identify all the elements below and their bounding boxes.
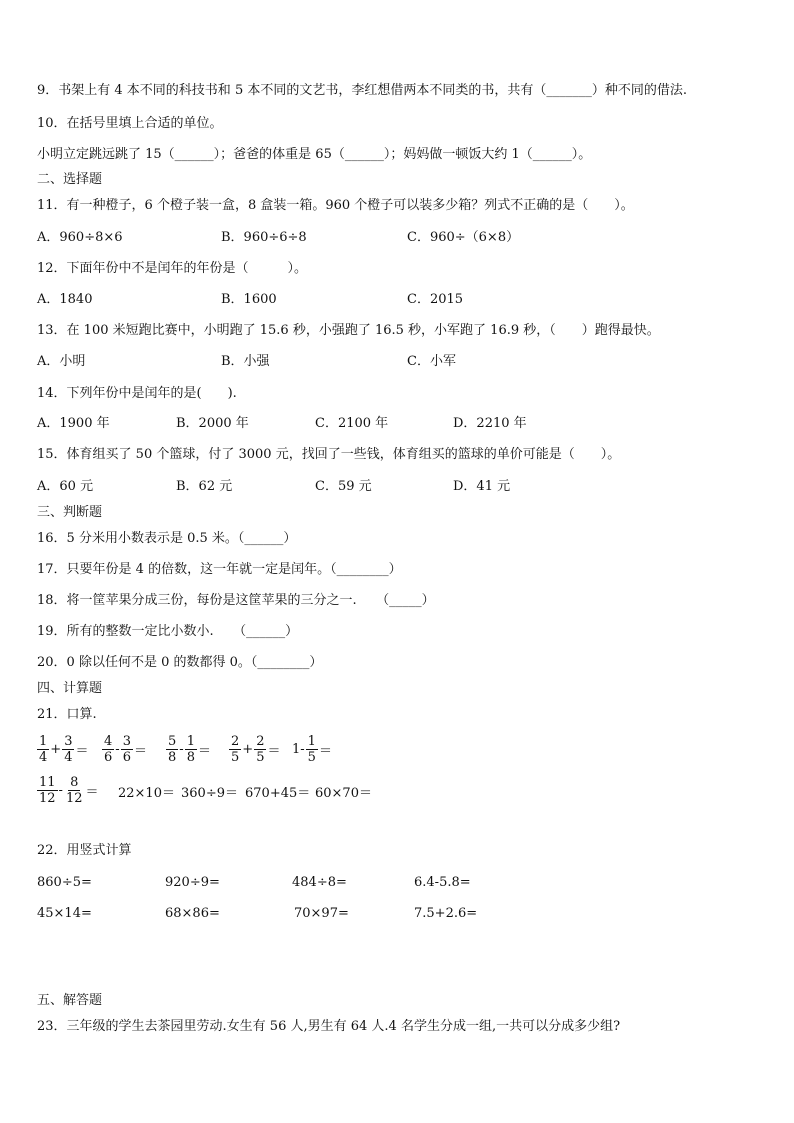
q12-option-c: C．2015 [407, 292, 464, 307]
question-18: 18．将一筐苹果分成三份，每份是这筐苹果的三分之一. （_____） [37, 593, 435, 608]
fraction: $\frac{2}{5}$ [256, 734, 265, 765]
question-10-blanks: 小明立定跳远跳了 15（______）；爸爸的体重是 65（______）；妈妈做一顿饭大约 1（______）。 [37, 147, 592, 162]
q15-option-d: D．41 元 [453, 479, 511, 494]
q14-option-c: C．2100 年 [315, 416, 389, 431]
section-judge-heading: 三、判断题 [37, 505, 103, 520]
section-choice-heading: 二、选择题 [37, 172, 103, 187]
q12-option-b: B．1600 [221, 292, 277, 307]
question-15: 15．体育组买了 50 个篮球，付了 3000 元，找回了一些钱，体育组买的篮球的单价可能是（ ）。 [37, 447, 621, 462]
oral-calc-8: 360÷9＝ [181, 786, 238, 801]
fraction: $\frac{3}{4}$ [64, 734, 73, 765]
q13-option-c: C．小军 [407, 354, 456, 369]
question-9: 9．书架上有 4 本不同的科技书和 5 本不同的文艺书，李红想借两本不同类的书，共有（_______）种不同的借法. [37, 83, 687, 98]
q13-option-b: B．小强 [221, 354, 270, 369]
question-19: 19．所有的整数一定比小数小. （______） [37, 624, 299, 639]
vertical-calc-4: 6.4-5.8= [414, 875, 471, 890]
section-solve-heading: 五、解答题 [37, 993, 103, 1008]
oral-calc-6: $\frac{11}{12}$ - $\frac{8}{12}$ ＝ [39, 775, 99, 806]
question-16: 16．5 分米用小数表示是 0.5 米。（______） [37, 531, 297, 546]
oral-calc-9: 670+45＝ [245, 786, 311, 801]
question-10: 10．在括号里填上合适的单位。 [37, 116, 223, 131]
q14-option-a: A．1900 年 [37, 416, 110, 431]
oral-calc-1: $\frac{1}{4}$ + $\frac{3}{4}$ ＝ [39, 734, 89, 765]
question-22: 22．用竖式计算 [37, 843, 132, 858]
question-12: 12．下面年份中不是闰年的年份是（ ）。 [37, 261, 308, 276]
q14-option-b: B．2000 年 [176, 416, 249, 431]
oral-calc-4: $\frac{2}{5}$ + $\frac{2}{5}$ ＝ [231, 734, 281, 765]
q11-option-b: B．960÷6÷8 [221, 230, 307, 245]
question-23: 23．三年级的学生去茶园里劳动.女生有 56 人,男生有 64 人.4 名学生分成一组,一共可以分成多少组? [37, 1019, 621, 1034]
vertical-calc-7: 70×97= [294, 906, 349, 921]
q13-option-a: A．小明 [37, 354, 86, 369]
vertical-calc-5: 45×14= [37, 906, 92, 921]
fraction: $\frac{1}{5}$ [307, 734, 316, 765]
fraction: $\frac{4}{6}$ [104, 734, 113, 765]
fraction: $\frac{3}{6}$ [122, 734, 131, 765]
vertical-calc-3: 484÷8= [292, 875, 347, 890]
q11-option-c: C．960÷（6×8） [407, 230, 520, 245]
oral-calc-3: $\frac{5}{8}$ - $\frac{1}{8}$ ＝ [168, 734, 211, 765]
vertical-calc-8: 7.5+2.6= [414, 906, 478, 921]
q15-option-a: A．60 元 [37, 479, 94, 494]
oral-calc-2: $\frac{4}{6}$ - $\frac{3}{6}$ ＝ [104, 734, 147, 765]
oral-calc-7: 22×10＝ [118, 786, 175, 801]
question-21: 21．口算. [37, 707, 97, 722]
question-13: 13．在 100 米短跑比赛中，小明跑了 15.6 秒，小强跑了 16.5 秒，小军跑了 16.9 秒，（ ）跑得最快。 [37, 323, 660, 338]
question-11: 11．有一种橙子，6 个橙子装一盒，8 盒装一箱。960 个橙子可以装多少箱？列式不正确的是（ ）。 [37, 198, 634, 213]
fraction: $\frac{2}{5}$ [231, 734, 240, 765]
q14-option-d: D．2210 年 [453, 416, 527, 431]
question-20: 20．0 除以任何不是 0 的数都得 0。（________） [37, 655, 323, 670]
q15-option-c: C．59 元 [315, 479, 372, 494]
fraction: $\frac{1}{4}$ [39, 734, 48, 765]
question-14: 14．下列年份中是闰年的是( ). [37, 386, 237, 401]
oral-calc-10: 60×70＝ [315, 786, 372, 801]
q11-option-a: A．960÷8×6 [37, 230, 123, 245]
fraction: $\frac{1}{8}$ [186, 734, 195, 765]
oral-calc-5: 1- $\frac{1}{5}$ ＝ [292, 734, 332, 765]
section-calc-heading: 四、计算题 [37, 681, 103, 696]
fraction: $\frac{8}{12}$ [65, 775, 83, 806]
q15-option-b: B．62 元 [176, 479, 233, 494]
q12-option-a: A．1840 [37, 292, 93, 307]
vertical-calc-6: 68×86= [165, 906, 220, 921]
question-17: 17．只要年份是 4 的倍数，这一年就一定是闰年。（________） [37, 562, 402, 577]
vertical-calc-2: 920÷9= [165, 875, 220, 890]
fraction: $\frac{11}{12}$ [39, 775, 56, 806]
fraction: $\frac{5}{8}$ [168, 734, 177, 765]
vertical-calc-1: 860÷5= [37, 875, 92, 890]
